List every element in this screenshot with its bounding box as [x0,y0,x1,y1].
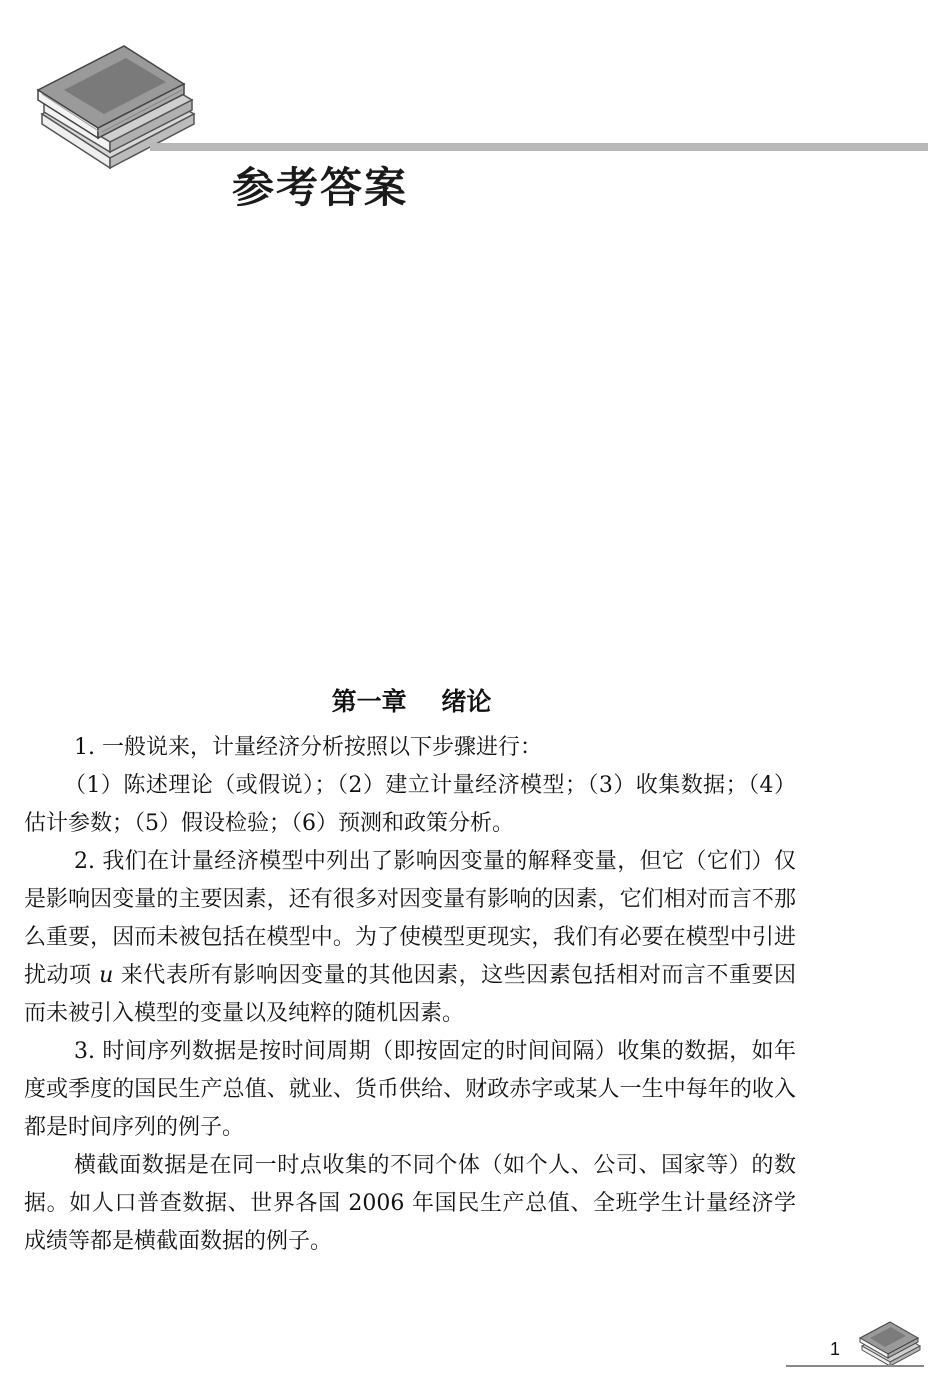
chapter-title: 第一章 绪论 [331,687,492,716]
q2-text-after: 来代表所有影响因变量的其他因素，这些因素包括相对而言不重要因而未被引入模型的变量以及纯粹的随机因素。 [24,963,796,1026]
q3-cross-section: 横截面数据是在同一时点收集的不同个体（如个人、公司、国家等）的数据。如人口普查数据、世界各国 2006 年国民生产总值、全班学生计量经济学成绩等都是横截面数据的例子。 [24,1153,796,1254]
q2-paragraph [24,843,796,1033]
q1-steps: （1）陈述理论（或假说）；（2）建立计量经济模型；（3）收集数据；（4）估计参数；（5）假设检验；（6）预测和政策分析。 [24,773,796,836]
answer-content [24,729,796,1261]
q2-variable: u [99,963,114,988]
q2-text-before: 2. 我们在计量经济模型中列出了影响因变量的解释变量，但它（它们）仅是影响因变量的主要因素，还有很多对因变量有影响的因素，它们相对而言不那么重要，因而未被包括在模型中。为了使模型更现实，我们有必要在模型中引进扰动项 [24,849,796,988]
header-books-icon [34,36,204,176]
q1-intro: 1. 一般说来，计量经济分析按照以下步骤进行： [74,735,542,760]
footer-books-icon [858,1316,924,1368]
page-number: 1 [830,1339,841,1359]
header-divider [150,143,928,151]
q3-time-series: 3. 时间序列数据是按时间周期（即按固定的时间间隔）收集的数据，如年度或季度的国民生产总值、就业、货币供给、财政赤字或某人一生中每年的收入都是时间序列的例子。 [24,1039,796,1140]
page-title: 参考答案 [232,163,409,212]
footer-divider [786,1365,924,1367]
